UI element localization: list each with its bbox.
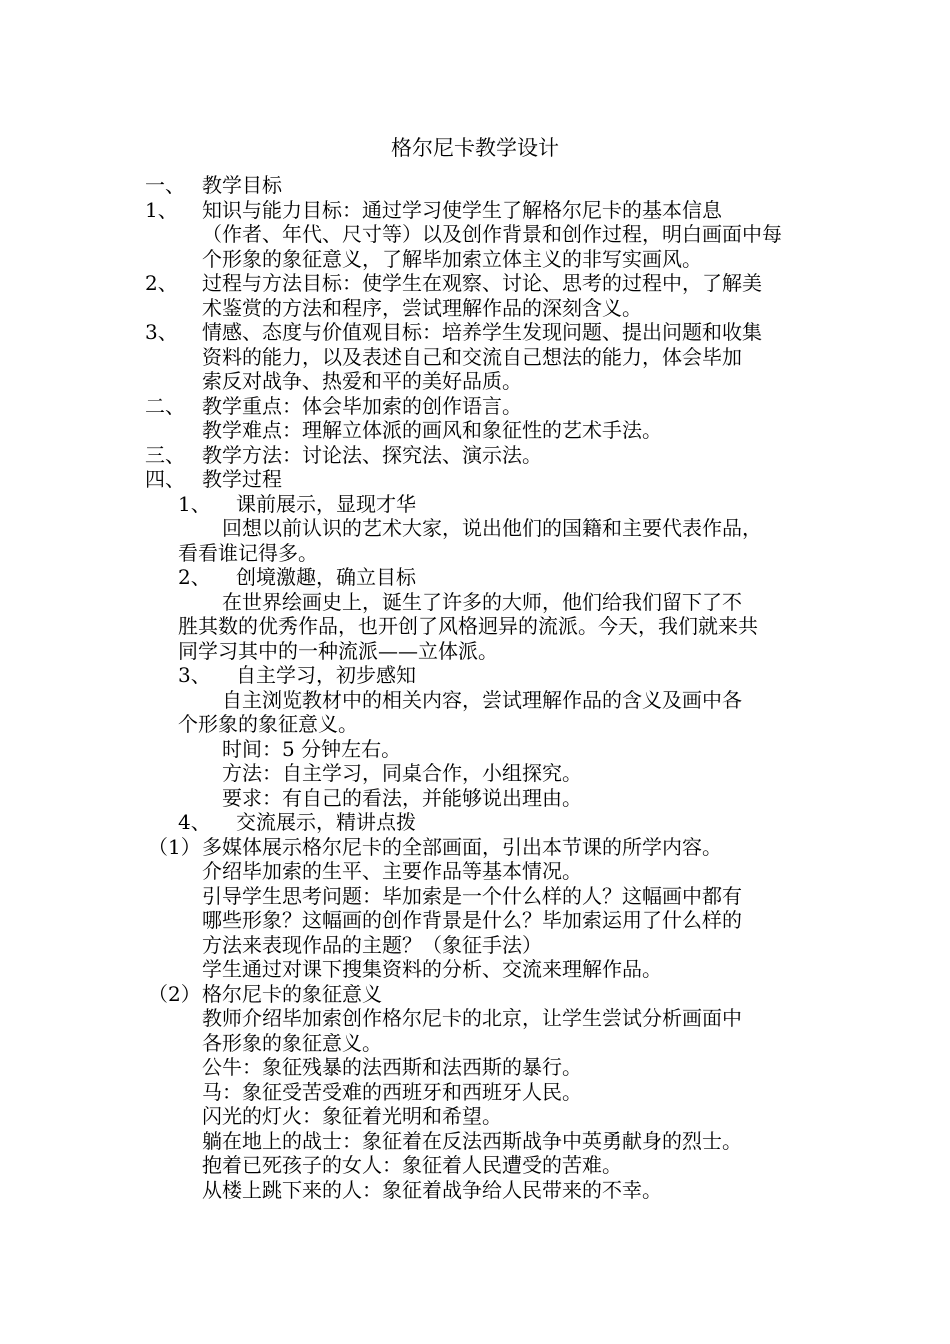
paragraph-first-line: 在世界绘画史上，诞生了许多的大师，他们给我们留下了不 [222,589,742,614]
list-marker: （2） [148,981,201,1006]
paragraph-first-line: 方法：自主学习，同桌合作，小组探究。 [222,761,582,785]
text-line [0,1080,950,1105]
list-marker: （1） [148,834,201,859]
text-line [0,614,950,639]
paragraph-continuation: 个形象的象征意义。 [178,712,358,736]
text-line [0,198,950,223]
text-line [0,1031,950,1056]
line-text: 闪光的灯火：象征着光明和希望。 [202,1104,502,1128]
text-line [0,908,950,933]
text-line [0,712,950,737]
text-line [0,933,950,958]
line-text: 从楼上跳下来的人：象征着战争给人民带来的不幸。 [202,1177,662,1202]
sub-heading-text: 创境激趣，确立目标 [236,565,416,589]
text-line [0,957,950,982]
text-line [0,565,950,590]
paragraph-first-line: 自主浏览教材中的相关内容，尝试理解作品的含义及画中各 [222,687,742,712]
line-text: 各形象的象征意义。 [202,1030,382,1055]
text-line [0,663,950,688]
paragraph-first-line: 时间：5 分钟左右。 [222,736,402,761]
sub-list-marker: 3、 [178,663,211,687]
line-text: 知识与能力目标：通过学习使学生了解格尔尼卡的基本信息 [202,197,722,222]
text-line [0,222,950,247]
text-line [0,737,950,762]
text-line [0,418,950,443]
text-line [0,541,950,566]
text-line [0,467,950,492]
sub-heading-text: 课前展示，显现才华 [236,491,416,516]
line-text: 教学方法：讨论法、探究法、演示法。 [202,442,542,467]
line-text: 方法来表现作品的主题？（象征手法） [202,932,542,957]
line-text: 马：象征受苦受难的西班牙和西班牙人民。 [202,1079,582,1104]
text-line [0,688,950,713]
text-line [0,320,950,345]
line-text: 引导学生思考问题：毕加索是一个什么样的人？这幅画中都有 [202,883,742,908]
sub-heading-text: 自主学习，初步感知 [236,663,416,687]
text-line [0,1006,950,1031]
line-text: 个形象的象征意义，了解毕加索立体主义的非写实画风。 [202,246,702,271]
line-text: 格尔尼卡的象征意义 [202,981,382,1006]
list-marker: 一、 [145,173,185,197]
line-text: 情感、态度与价值观目标：培养学生发现问题、提出问题和收集 [202,320,762,344]
text-line [0,1055,950,1080]
text-line [0,761,950,786]
line-text: （作者、年代、尺寸等）以及创作背景和创作过程，明白画面中每 [202,222,782,246]
paragraph-continuation: 胜其数的优秀作品，也开创了风格迥异的流派。今天，我们就来共 [178,614,758,638]
list-marker: 四、 [145,467,185,491]
paragraph-continuation: 同学习其中的一种流派——立体派。 [178,638,498,663]
text-line [0,982,950,1007]
text-line [0,1129,950,1154]
document-body [0,173,950,1202]
sub-heading-text: 交流展示，精讲点拨 [236,810,416,834]
line-text: 躺在地上的战士：象征着在反法西斯战争中英勇献身的烈士。 [202,1128,742,1153]
text-line [0,247,950,272]
text-line [0,810,950,835]
text-line [0,492,950,517]
text-line [0,1104,950,1129]
sub-list-marker: 4、 [178,810,211,834]
line-text: 教学过程 [202,467,282,491]
line-text: 教学重点：体会毕加索的创作语言。 [202,393,522,418]
text-line [0,835,950,860]
text-line [0,394,950,419]
line-text: 介绍毕加索的生平、主要作品等基本情况。 [202,859,582,883]
text-line [0,786,950,811]
paragraph-first-line: 回想以前认识的艺术大家，说出他们的国籍和主要代表作品， [222,516,762,540]
list-marker: 二、 [145,393,185,418]
text-line [0,639,950,664]
text-line [0,884,950,909]
list-marker: 3、 [145,320,178,344]
line-text: 术鉴赏的方法和程序，尝试理解作品的深刻含义。 [202,295,642,320]
text-line [0,516,950,541]
line-text: 抱着已死孩子的女人：象征着人民遭受的苦难。 [202,1153,622,1177]
list-marker: 三、 [145,442,185,467]
text-line [0,1178,950,1203]
line-text: 资料的能力，以及表述自己和交流自己想法的能力，体会毕加 [202,344,742,369]
list-marker: 1、 [145,197,178,222]
line-text: 教学难点：理解立体派的画风和象征性的艺术手法。 [202,418,662,442]
document-title: 格尔尼卡教学设计 [391,136,559,160]
text-line [0,271,950,296]
text-line [0,173,950,198]
line-text: 哪些形象？这幅画的创作背景是什么？毕加索运用了什么样的 [202,908,742,932]
text-line [0,1153,950,1178]
line-text: 过程与方法目标：使学生在观察、讨论、思考的过程中，了解美 [202,271,762,295]
text-line [0,859,950,884]
sub-list-marker: 2、 [178,565,211,589]
line-text: 学生通过对课下搜集资料的分析、交流来理解作品。 [202,957,662,981]
paragraph-first-line: 要求：有自己的看法，并能够说出理由。 [222,785,582,810]
list-marker: 2、 [145,271,178,295]
sub-list-marker: 1、 [178,491,211,516]
line-text: 索反对战争、热爱和平的美好品质。 [202,369,522,393]
text-line [0,296,950,321]
text-line [0,369,950,394]
paragraph-continuation: 看看谁记得多。 [178,540,318,565]
line-text: 公牛：象征残暴的法西斯和法西斯的暴行。 [202,1055,582,1079]
text-line [0,590,950,615]
text-line [0,345,950,370]
text-line [0,443,950,468]
line-text: 教学目标 [202,173,282,197]
line-text: 多媒体展示格尔尼卡的全部画面，引出本节课的所学内容。 [202,834,722,859]
line-text: 教师介绍毕加索创作格尔尼卡的北京，让学生尝试分析画面中 [202,1006,742,1030]
